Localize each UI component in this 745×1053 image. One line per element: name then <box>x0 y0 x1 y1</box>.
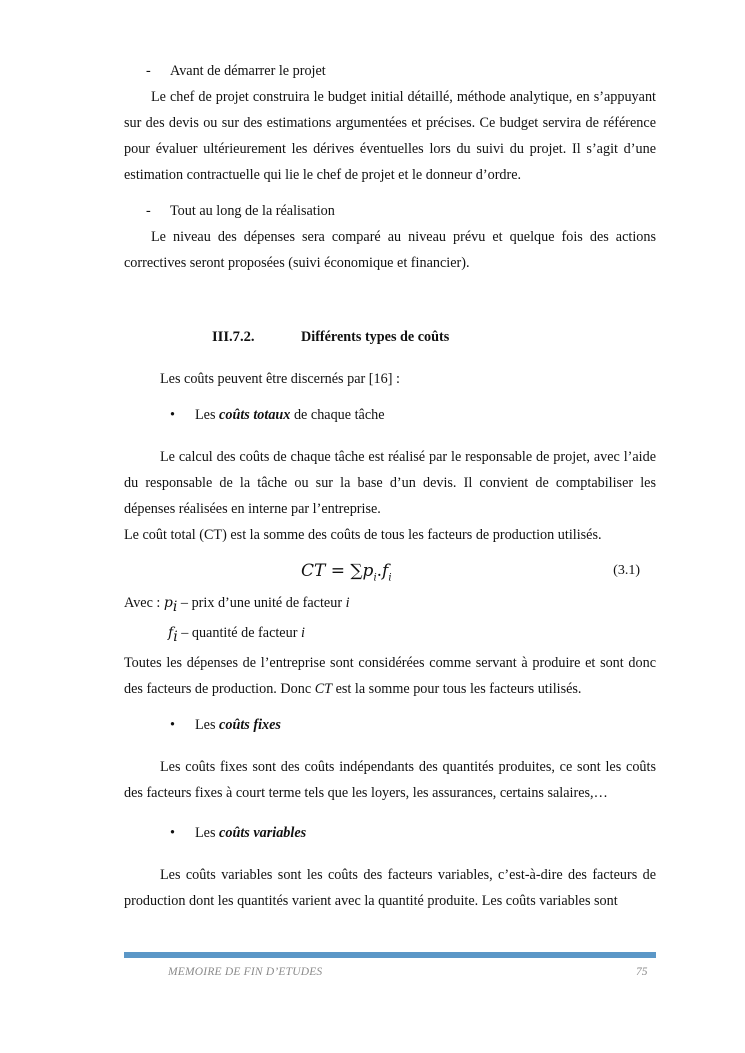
dash-marker: - <box>146 203 151 219</box>
bullet-marker: • <box>170 407 175 423</box>
section-heading <box>124 324 656 350</box>
bullet-suffix: de chaque tâche <box>290 407 385 423</box>
bullet-bold-term: coûts fixes <box>219 716 281 733</box>
paragraph-expense-tracking: Le niveau des dépenses sera comparé au niveau prévu et quelque fois des actions correctives seront proposées (suivi économique et financier). <box>124 229 656 271</box>
section-number: III.7.2. <box>212 329 255 345</box>
bullet-item-variable-costs <box>124 820 656 846</box>
bullet-bold-term: coûts totaux <box>219 407 291 423</box>
bullet-prefix: Les <box>195 716 220 733</box>
dash-item-before-start <box>124 58 656 84</box>
bullet-prefix: Les <box>195 407 220 423</box>
bullet-marker: • <box>170 716 175 733</box>
dash-item-label: Avant de démarrer le projet <box>170 63 326 79</box>
paragraph-variable-costs: Les coûts variables sont les coûts des facteurs variables, c’est-à-dire des facteurs de production dont les quantités varient avec la quantité produite. Les coûts variables sont <box>124 866 656 909</box>
paragraph-production-factors: Toutes les dépenses de l’entreprise sont considérées comme servant à produire et sont donc des facteurs de production. Donc CT est la somme pour tous les facteurs utilisés. <box>124 654 656 697</box>
section-title: Différents types de coûts <box>301 329 450 345</box>
bullet-bold-term: coûts variables <box>219 824 307 841</box>
dash-marker: - <box>146 63 151 79</box>
equation-formula: CT = $\sum p_i.f_i$ <box>301 561 392 584</box>
definition-f: $f_i$ – quantité de facteur i <box>168 624 305 645</box>
paragraph-fixed-costs: Les coûts fixes sont des coûts indépendants des quantités produites, ce sont les coûts des facteurs fixes à court terme tels que les loyers, les assurances, certains salaires,… <box>124 758 656 801</box>
page-number: 75 <box>636 966 648 978</box>
definition-p: Avec : $p_i$ – prix d’une unité de facteur i <box>124 595 350 615</box>
page-content <box>124 58 656 914</box>
equation-number: (3.1) <box>613 563 640 578</box>
bullet-prefix: Les <box>195 824 220 841</box>
bullet-item-fixed-costs <box>124 712 656 738</box>
footer-title: MEMOIRE DE FIN D’ETUDES <box>168 966 323 978</box>
dash-item-during-realisation <box>124 198 656 224</box>
bullet-item-total-costs <box>124 402 656 428</box>
paragraph-total-cost-definition: Le coût total (CT) est la somme des coûts de tous les facteurs de production utilisés. <box>124 527 602 543</box>
footer-divider <box>124 952 656 958</box>
paragraph-cost-calculation: Le calcul des coûts de chaque tâche est réalisé par le responsable de projet, avec l’aide du responsable de la tâche ou sur la base d’un devis. Il convient de comptabiliser les dépenses réalisées en interne par l’entreprise. <box>124 449 656 517</box>
dash-item-label: Tout au long de la réalisation <box>170 203 335 219</box>
paragraph-initial-budget: Le chef de projet construira le budget initial détaillé, méthode analytique, en s’appuyant sur des devis ou sur des estimations argumentées et précises. Ce budget servira de référence pour évaluer ultérieurement les dérives éventuelles lors du suivi du projet. Il s’agit d’une estimation contractuelle qui lie le chef de projet et le donneur d’ordre. <box>124 89 656 183</box>
equation-3-1 <box>124 554 656 588</box>
paragraph-intro: Les coûts peuvent être discernés par [16] : <box>160 371 400 387</box>
bullet-marker: • <box>170 824 175 841</box>
